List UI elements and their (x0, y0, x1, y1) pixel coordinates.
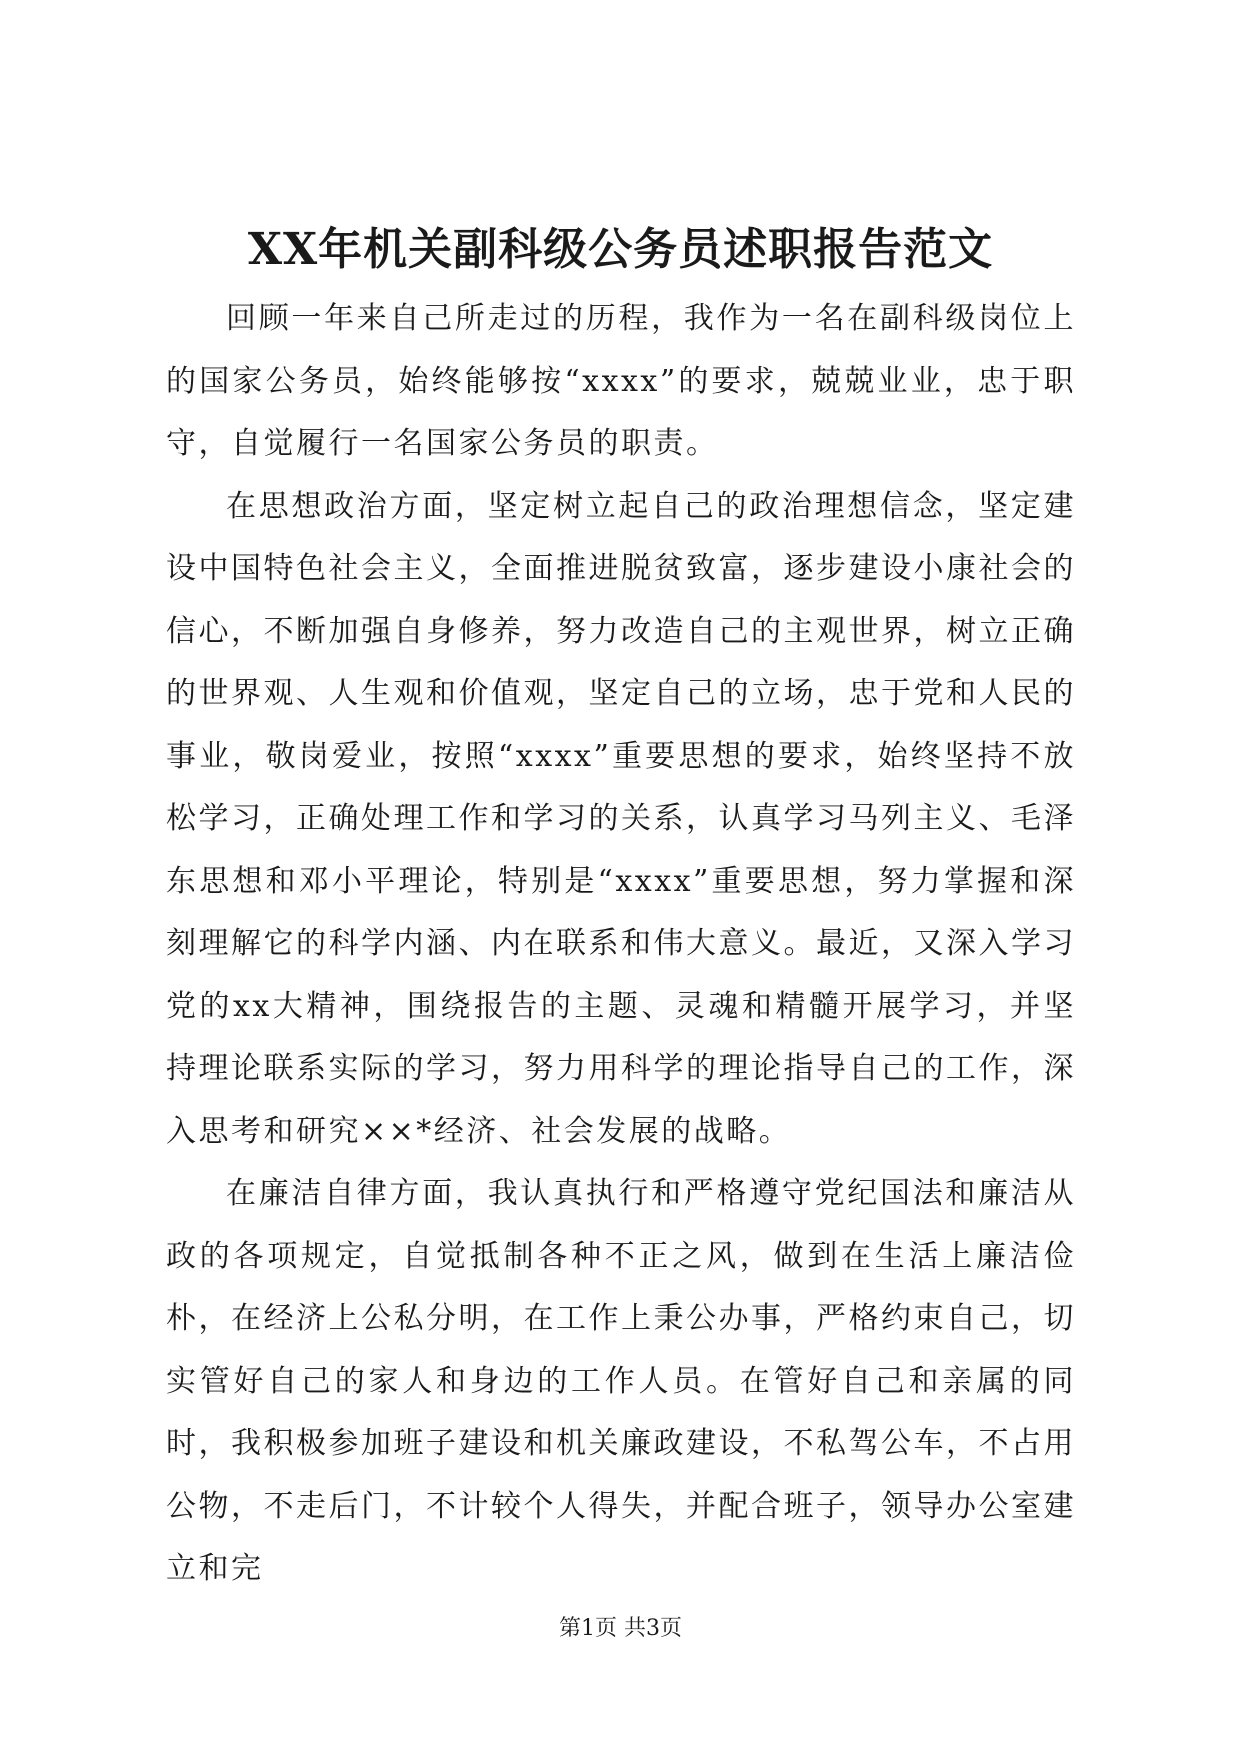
paragraph-intro: 回顾一年来自己所走过的历程，我作为一名在副科级岗位上的国家公务员，始终能够按“xxxx”的要求，兢兢业业，忠于职守，自觉履行一名国家公务员的职责。 (166, 301, 1076, 461)
paragraph-political-thought: 在思想政治方面，坚定树立起自己的政治理想信念，坚定建设中国特色社会主义，全面推进脱贫致富，逐步建设小康社会的信心，不断加强自身修养，努力改造自己的主观世界，树立正确的世界观、人生观和价值观，坚定自己的立场，忠于党和人民的事业，敬岗爱业，按照“xxxx”重要思想的要求，始终坚持不放松学习，正确处理工作和学习的关系，认真学习马列主义、毛泽东思想和邓小平理论，特别是“xxxx”重要思想，努力掌握和深刻理解它的科学内涵、内在联系和伟大意义。最近，又深入学习党的xx大精神，围绕报告的主题、灵魂和精髓开展学习，并坚持理论联系实际的学习，努力用科学的理论指导自己的工作，深入思考和研究××*经济、社会发展的战略。 (166, 488, 1076, 1149)
page-number-footer: 第1页 共3页 (559, 1616, 682, 1641)
document-body (166, 288, 1076, 1601)
document-title: XX年机关副科级公务员述职报告范文 (247, 224, 994, 275)
paragraph-integrity: 在廉洁自律方面，我认真执行和严格遵守党纪国法和廉洁从政的各项规定，自觉抵制各种不正之风，做到在生活上廉洁俭朴，在经济上公私分明，在工作上秉公办事，严格约束自己，切实管好自己的家人和身边的工作人员。在管好自己和亲属的同时，我积极参加班子建设和机关廉政建设，不私驾公车，不占用公物，不走后门，不计较个人得失，并配合班子，领导办公室建立和完 (166, 1176, 1076, 1586)
